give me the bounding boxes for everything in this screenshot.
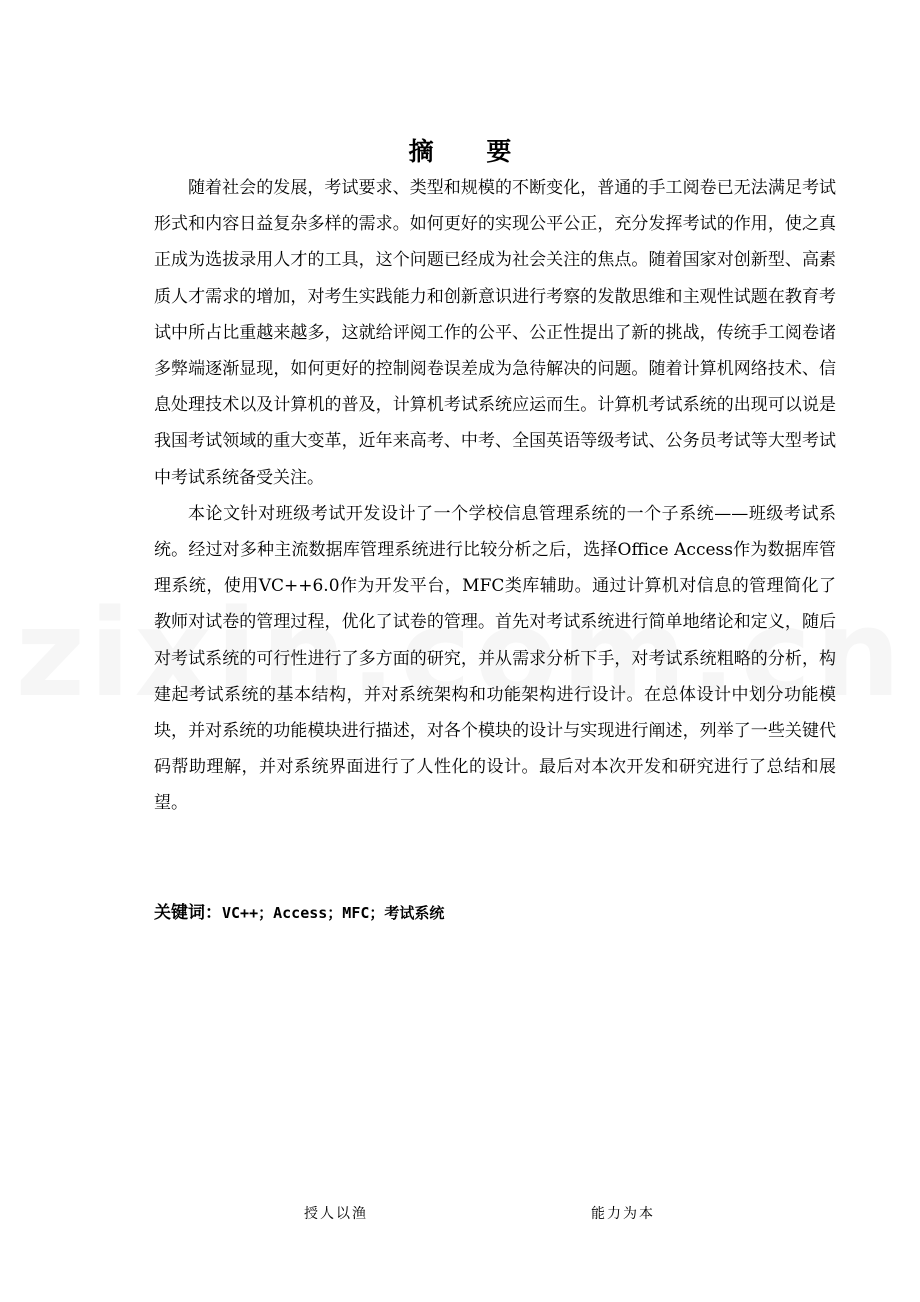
abstract-body [154, 170, 836, 822]
abstract-paragraph-2: 本论文针对班级考试开发设计了一个学校信息管理系统的一个子系统——班级考试系统。经过对多种主流数据库管理系统进行比较分析之后，选择Office Access作为数据库管理系统，使用VC++6.0作为开发平台，MFC类库辅助。通过计算机对信息的管理简化了教师对试卷的管理过程，优化了试卷的管理。首先对考试系统进行简单地绪论和定义，随后对考试系统的可行性进行了多方面的研究，并从需求分析下手，对考试系统粗略的分析，构建起考试系统的基本结构，并对系统架构和功能架构进行设计。在总体设计中划分功能模块，并对系统的功能模块进行描述，对各个模块的设计与实现进行阐述，列举了一些关键代码帮助理解，并对系统界面进行了人性化的设计。最后对本次开发和研究进行了总结和展望。 [154, 503, 836, 814]
page-title: 摘 要 [408, 137, 534, 166]
keywords-line [154, 895, 444, 931]
footer-motto-right: 能力为本 [591, 1206, 655, 1222]
abstract-paragraph-1: 随着社会的发展，考试要求、类型和规模的不断变化，普通的手工阅卷已无法满足考试形式和内容日益复杂多样的需求。如何更好的实现公平公正，充分发挥考试的作用，使之真正成为选拔录用人才的工具，这个问题已经成为社会关注的焦点。随着国家对创新型、高素质人才需求的增加，对考生实践能力和创新意识进行考察的发散思维和主观性试题在教育考试中所占比重越来越多，这就给评阅工作的公平、公正性提出了新的挑战，传统手工阅卷诸多弊端逐渐显现，如何更好的控制阅卷误差成为急待解决的问题。随着计算机网络技术、信息处理技术以及计算机的普及，计算机考试系统应运而生。计算机考试系统的出现可以说是我国考试领域的重大变革，近年来高考、中考、全国英语等级考试、公务员考试等大型考试中考试系统备受关注。 [154, 178, 836, 488]
footer-motto-left: 授人以渔 [304, 1206, 368, 1222]
keywords-label: 关键词： [154, 903, 222, 923]
keywords-value: VC++；Access；MFC；考试系统 [222, 904, 445, 922]
